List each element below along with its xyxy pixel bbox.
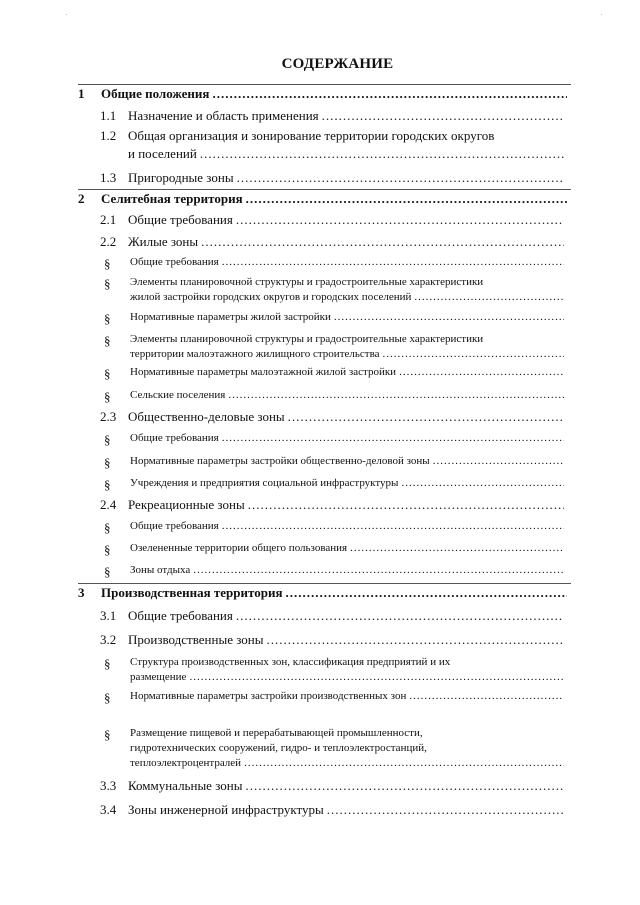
leader-dots (248, 497, 564, 513)
leader-dots (228, 389, 564, 401)
scan-speck (601, 14, 602, 15)
item-title-line: Структура производственных зон, классификация предприятий и их (130, 656, 451, 668)
leader-dots (201, 234, 564, 250)
leader-dots (288, 409, 564, 425)
leader-dots (189, 671, 564, 683)
leader-dots (237, 170, 564, 186)
item-title: Сельские поселения (130, 389, 226, 401)
item-title: Нормативные параметры малоэтажной жилой застройки (130, 366, 397, 378)
subsection-title: Общие требования (128, 608, 233, 623)
subsection-number: 2.4 (100, 497, 117, 512)
item-title: жилой застройки городских округов и городских поселений (130, 291, 412, 303)
subsection-number: 1.1 (100, 108, 117, 123)
subsection-title: Рекреационные зоны (128, 497, 245, 512)
subsection-title: Общественно-деловые зоны (128, 409, 285, 424)
section-sign: § (104, 690, 111, 705)
item-title: Учреждения и предприятия социальной инфраструктуры (130, 477, 399, 489)
section-sign: § (104, 366, 111, 381)
leader-dots (222, 432, 564, 444)
leader-dots (383, 348, 564, 360)
section-sign: § (104, 333, 111, 348)
section-sign: § (104, 311, 111, 326)
section-number: 3 (78, 585, 85, 600)
item-title: территории малоэтажного жилищного строительства (130, 348, 380, 360)
subsection-number: 2.1 (100, 212, 117, 227)
leader-dots (193, 564, 564, 576)
subsection-number: 1.3 (100, 170, 117, 185)
section-sign: § (104, 564, 111, 579)
leader-dots (334, 311, 564, 323)
subsection-title: Общие требования (128, 212, 233, 227)
item-title: Нормативные параметры застройки производственных зон (130, 690, 407, 702)
item-title: Нормативные параметры жилой застройки (130, 311, 331, 323)
scan-speck (66, 14, 67, 15)
item-title: размещение (130, 671, 187, 683)
divider (78, 583, 571, 584)
leader-dots (246, 191, 567, 207)
section-number: 2 (78, 191, 85, 206)
subsection-number: 2.2 (100, 234, 117, 249)
subsection-title: Зоны инженерной инфраструктуры (128, 802, 324, 817)
section-title: Селитебная территория (101, 191, 243, 206)
leader-dots (212, 86, 567, 102)
leader-dots (322, 108, 564, 124)
section-sign: § (104, 477, 111, 492)
subsection-number: 1.2 (100, 128, 117, 143)
subsection-title-line: Общая организация и зонирование территории городских округов (128, 128, 495, 143)
section-sign: § (104, 656, 111, 671)
section-title: Производственная территория (101, 585, 283, 600)
section-sign: § (104, 727, 111, 742)
leader-dots (401, 477, 564, 489)
section-sign: § (104, 389, 111, 404)
leader-dots (244, 757, 564, 769)
leader-dots (285, 585, 567, 601)
item-title-line: Размещение пищевой и перерабатывающей промышленности, (130, 727, 423, 739)
item-title: Общие требования (130, 432, 219, 444)
leader-dots (200, 146, 564, 162)
item-title: Общие требования (130, 520, 219, 532)
page-title: СОДЕРЖАНИЕ (281, 56, 394, 72)
item-title: Озелененные территории общего пользования (130, 542, 348, 554)
leader-dots (399, 366, 564, 378)
subsection-title: и поселений (128, 146, 197, 161)
leader-dots (266, 632, 564, 648)
section-sign: § (104, 542, 111, 557)
divider (78, 84, 571, 85)
subsection-title: Производственные зоны (128, 632, 264, 647)
leader-dots (236, 212, 564, 228)
item-title-line: Элементы планировочной структуры и градостроительные характеристики (130, 333, 484, 345)
leader-dots (409, 690, 564, 702)
item-title: Зоны отдыха (130, 564, 191, 576)
subsection-number: 3.2 (100, 632, 117, 647)
section-title: Общие положения (101, 86, 210, 101)
subsection-number: 3.4 (100, 802, 117, 817)
section-sign: § (104, 455, 111, 470)
section-sign: § (104, 520, 111, 535)
leader-dots (245, 778, 564, 794)
leader-dots (433, 455, 564, 467)
leader-dots (414, 291, 564, 303)
subsection-title: Коммунальные зоны (128, 778, 243, 793)
subsection-number: 3.3 (100, 778, 117, 793)
leader-dots (222, 256, 564, 268)
item-title-line: гидротехнических сооружений, гидро- и теплоэлектростанций, (130, 742, 427, 754)
subsection-number: 3.1 (100, 608, 117, 623)
leader-dots (350, 542, 564, 554)
subsection-title: Жилые зоны (128, 234, 199, 249)
subsection-number: 2.3 (100, 409, 117, 424)
item-title: Нормативные параметры застройки общественно-деловой зоны (130, 455, 430, 467)
leader-dots (236, 608, 564, 624)
item-title-line: Элементы планировочной структуры и градостроительные характеристики (130, 276, 484, 288)
item-title: теплоэлектроцентралей (130, 757, 242, 769)
subsection-title: Назначение и область применения (128, 108, 319, 123)
section-sign: § (104, 432, 111, 447)
section-sign: § (104, 256, 111, 271)
section-sign: § (104, 276, 111, 291)
leader-dots (327, 802, 564, 818)
section-number: 1 (78, 86, 85, 101)
divider (78, 189, 571, 190)
item-title: Общие требования (130, 256, 219, 268)
subsection-title: Пригородные зоны (128, 170, 234, 185)
leader-dots (222, 520, 564, 532)
